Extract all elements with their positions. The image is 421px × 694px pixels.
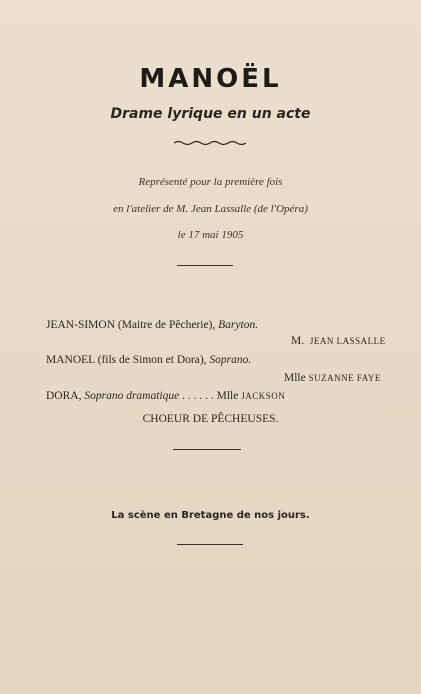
chorus-line: CHOEUR DE PÊCHEUSES. (142, 413, 279, 425)
actor-name: SUZANNE FAYE (308, 373, 381, 383)
page-title: MANOËL (139, 64, 282, 94)
actor-prefix: Mlle (284, 372, 306, 384)
cast-role-jean-simon (46, 319, 258, 331)
page-subtitle: Drame lyrique en un acte (110, 106, 311, 122)
scene-setting: La scène en Bretagne de nos jours. (111, 510, 310, 521)
premiere-date: le 17 mai 1905 (177, 229, 244, 241)
leader-dots: . . . . . . (182, 390, 214, 402)
premiere-line-1: Représenté pour la première fois (138, 176, 283, 188)
role-name: DORA, (46, 390, 82, 402)
divider-rule-2 (173, 449, 241, 450)
cast-role-manoel (46, 354, 251, 366)
cast-role-dora (46, 390, 285, 402)
role-voice: Soprano dramatique (84, 390, 180, 402)
ornament-divider (174, 140, 246, 146)
role-name: MANOEL (fils de Simon et Dora), (46, 354, 207, 366)
role-voice: Soprano. (209, 354, 252, 366)
divider-rule-1 (177, 265, 233, 266)
divider-rule-3 (177, 544, 243, 545)
role-name: JEAN-SIMON (Maitre de Pêcherie), (46, 319, 216, 331)
premiere-line-2: en l'atelier de M. Jean Lassalle (de l'Opéra) (113, 203, 308, 215)
role-voice: Baryton. (218, 319, 259, 331)
cast-actor-manoel (284, 372, 381, 384)
actor-name: JEAN LASSALLE (309, 336, 386, 346)
actor-prefix: Mlle (216, 390, 239, 402)
actor-name: JACKSON (241, 391, 286, 401)
actor-prefix: M. (291, 335, 305, 347)
cast-actor-jean-simon (291, 335, 386, 347)
